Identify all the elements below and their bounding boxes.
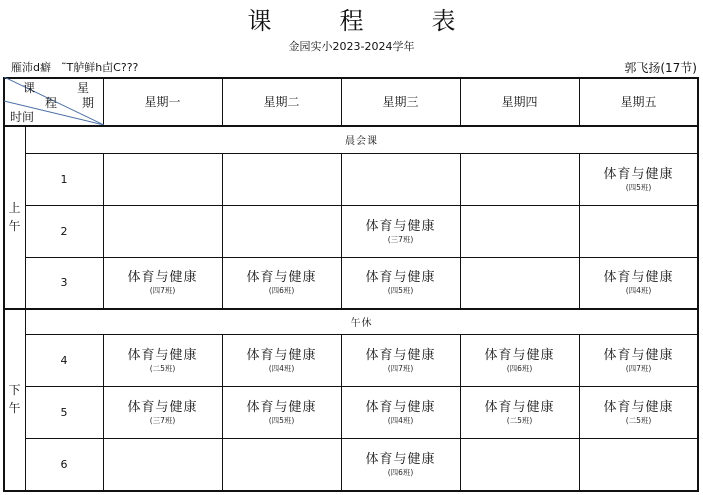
course-name: 体育与健康 (484, 347, 555, 363)
day-header: 星期二 (263, 94, 300, 109)
course-name: 体育与健康 (603, 166, 674, 182)
corner-label-qi: 期 (82, 96, 95, 110)
period-number: 3 (60, 276, 68, 289)
grid-line (4, 490, 698, 492)
class-group: (四4班) (387, 415, 414, 425)
class-slot (341, 386, 460, 438)
course-name: 体育与健康 (603, 347, 674, 363)
class-slot (341, 438, 460, 490)
page-title: 课程表 (247, 7, 524, 35)
header-info-part-b: ˜T舻鲜h卣C??? (60, 61, 139, 74)
period-number: 4 (60, 353, 68, 367)
class-group: (四4班) (625, 286, 652, 295)
banner-noon: 午休 (350, 317, 373, 329)
course-name: 体育与健康 (365, 218, 436, 234)
class-slot (222, 386, 341, 438)
day-header: 星期四 (501, 94, 538, 109)
course-name: 体育与健康 (246, 347, 317, 363)
class-group: (四6班) (387, 467, 414, 477)
class-group: (四5班) (625, 182, 652, 192)
header-info-left (11, 61, 138, 75)
class-slot (222, 257, 341, 308)
class-group: (三7班) (149, 415, 176, 425)
class-group: (四6班) (268, 286, 295, 295)
class-slot (103, 386, 222, 438)
half-day-char: 下 (8, 383, 21, 397)
class-slot (222, 334, 341, 386)
course-name: 体育与健康 (365, 451, 436, 467)
corner-label-xing: 星 (77, 81, 90, 95)
class-group: (二5班) (149, 363, 176, 373)
course-name: 体育与健康 (365, 347, 436, 363)
class-group: (二5班) (625, 415, 652, 425)
course-name: 体育与健康 (127, 399, 198, 415)
course-name: 体育与健康 (246, 399, 317, 415)
period-number: 5 (60, 405, 68, 419)
half-day-char: 上 (8, 200, 21, 215)
class-group: (四5班) (268, 415, 295, 425)
course-name: 体育与健康 (603, 399, 674, 415)
day-header: 星期三 (382, 94, 419, 109)
course-name: 体育与健康 (246, 270, 317, 285)
banner-morning: 晨会课 (345, 135, 378, 147)
half-day-label-morning (4, 125, 25, 308)
course-name: 体育与健康 (365, 270, 436, 285)
class-group: (四4班) (268, 363, 295, 373)
class-group: (四5班) (387, 286, 414, 295)
class-slot (341, 334, 460, 386)
grid-line (460, 153, 461, 308)
class-group: (二5班) (506, 415, 533, 425)
class-slot (341, 205, 460, 257)
class-group: (四7班) (387, 363, 414, 373)
day-header: 星期一 (144, 94, 181, 109)
course-name: 体育与健康 (127, 270, 198, 285)
class-slot (103, 257, 222, 308)
course-name: 体育与健康 (127, 347, 198, 363)
school-year-subtitle: 金园实小2023-2024学年 (288, 40, 415, 53)
period-number: 2 (60, 224, 68, 238)
day-header: 星期五 (620, 94, 657, 109)
class-group: (四7班) (149, 286, 176, 295)
period-number: 6 (60, 457, 68, 471)
header-info-part-a: 雁沛d癖 (11, 61, 51, 74)
class-slot (341, 257, 460, 308)
class-slot (579, 257, 698, 308)
half-day-char: 午 (8, 218, 21, 233)
course-name: 体育与健康 (603, 270, 674, 285)
corner-label-time: 时间 (10, 110, 35, 124)
class-slot (579, 153, 698, 205)
half-day-char: 午 (8, 401, 21, 415)
class-group: (四6班) (506, 363, 533, 373)
half-day-label-afternoon (4, 308, 25, 490)
period-number: 1 (60, 172, 68, 186)
class-group: (四7班) (625, 363, 652, 373)
class-group: (三7班) (387, 234, 414, 244)
corner-label-course: 课 (23, 81, 36, 95)
class-slot (103, 334, 222, 386)
course-name: 体育与健康 (484, 399, 555, 415)
teacher-name: 郭飞扬(17节) (624, 61, 697, 75)
class-slot (460, 334, 579, 386)
course-name: 体育与健康 (365, 399, 436, 415)
corner-label-cheng: 程 (45, 96, 58, 110)
class-slot (579, 386, 698, 438)
class-slot (460, 386, 579, 438)
class-slot (579, 334, 698, 386)
